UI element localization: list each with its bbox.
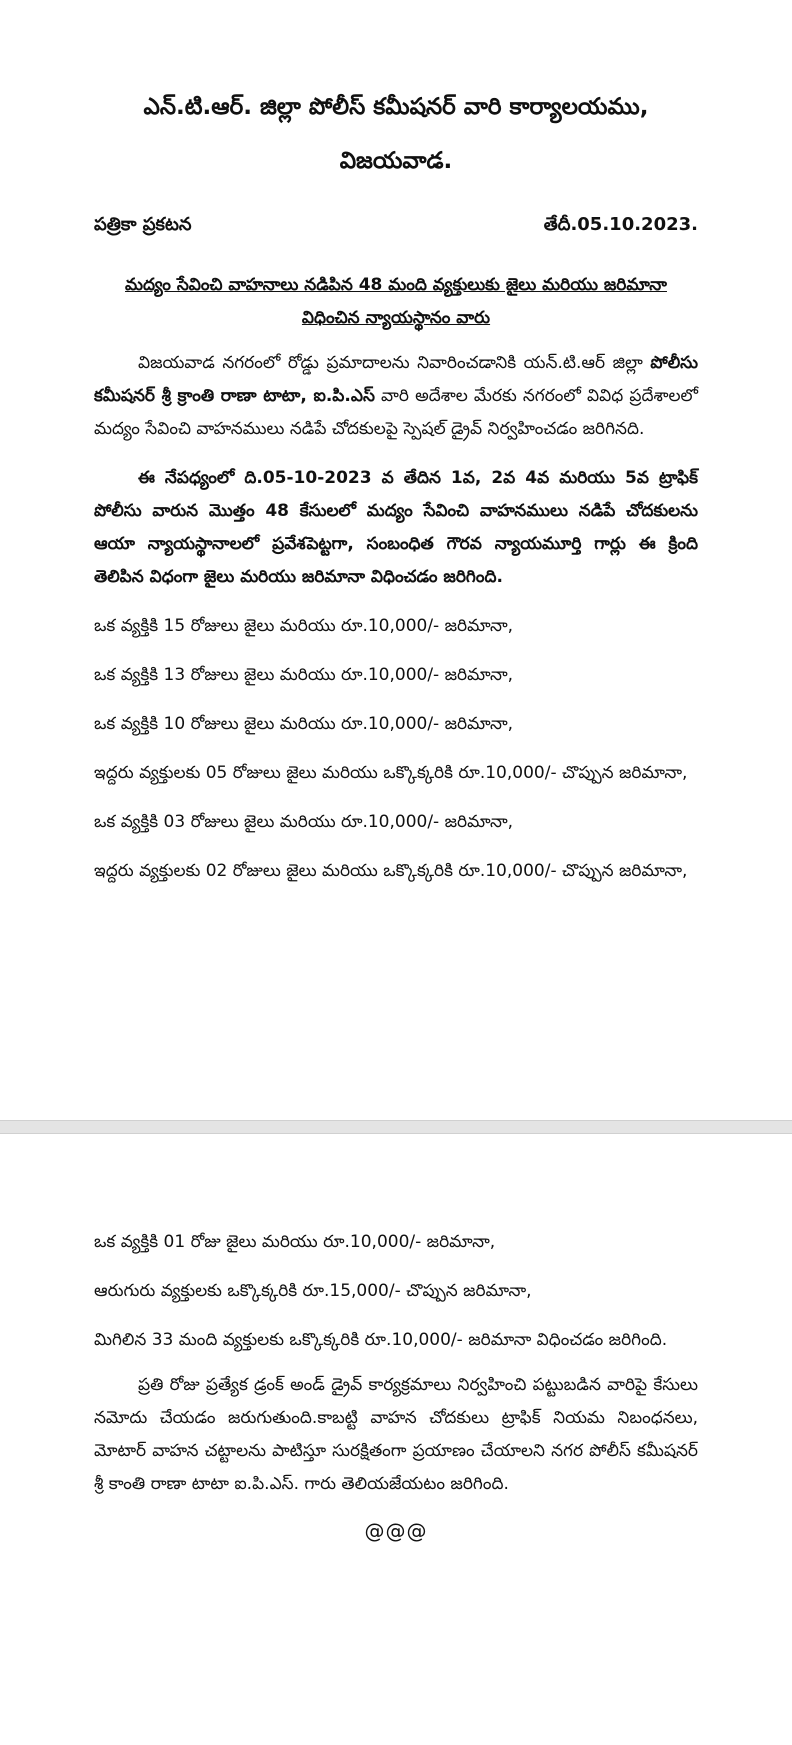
penalty-item: ఒక వ్యక్తికి 03 రోజులు జైలు మరియు రూ.10,000/- జరిమానా, [94,812,514,832]
penalty-item: ఒక వ్యక్తికి 13 రోజులు జైలు మరియు రూ.10,000/- జరిమానా, [94,665,514,685]
subject-heading [94,269,698,335]
penalty-item: ఒక వ్యక్తికి 01 రోజు జైలు మరియు రూ.10,000/- జరిమానా, [94,1232,496,1252]
penalty-item: ఇద్దరు వ్యక్తులకు 05 రోజులు జైలు మరియు ఒక్కొక్కరికి రూ.10,000/- చొప్పున జరిమానా, [94,763,688,783]
intro-text-a: విజయవాడ నగరంలో రోడ్డు ప్రమాదాలను నివారించడానికి యన్.టి.ఆర్ జిల్లా [138,353,643,373]
office-title: ఎన్.టి.ఆర్. జిల్లా పోలీస్ కమీషనర్ వారి కార్యాలయము, [143,94,649,120]
subject-line-2: విధించిన న్యాయస్థానం వారు [301,308,491,328]
release-date: తేదీ.05.10.2023. [543,214,698,235]
press-release-label: పత్రికా ప్రకటన [94,214,192,235]
penalty-item: ఇద్దరు వ్యక్తులకు 02 రోజులు జైలు మరియు ఒక్కొక్కరికి రూ.10,000/- చొప్పున జరిమానా, [94,861,688,881]
dateline [94,214,698,239]
office-city: విజయవాడ. [339,148,453,174]
penalty-item: ఆరుగురు వ్యక్తులకు ఒక్కొక్కరికి రూ.15,000/- చొప్పున జరిమానా, [94,1281,532,1301]
end-mark: @@@ [364,1519,428,1543]
closing-paragraph: ప్రతి రోజు ప్రత్యేక డ్రంక్ అండ్ డ్రైవ్ కార్యక్రమాలు నిర్వహించి పట్టుబడిన వారిపై కేసులు నమోదు చేయడం జరుగుతుంది.కాబట్టి వాహన చోదకులు ట్రాఫిక్ నియమ నిబంధనలు, మోటార్ వాహన చట్టాలను పాటిస్తూ సురక్షితంగా ప్రయాణం చేయాలని నగర పోలీస్ కమీషనర్ శ్రీ కాంతి రాణా టాటా ఐ.పి.ఎస్. గారు తెలియజేయటం జరిగింది. [94,1375,698,1494]
intro-paragraph [94,347,698,446]
context-paragraph: ఈ నేపధ్యంలో ది.05-10-2023 వ తేదిన 1వ, 2వ 4వ మరియు 5వ ట్రాఫిక్ పోలీసు వారున మొత్తం 48 కేసులలో మద్యం సేవించి వాహనములు నడిపే చోదకులను ఆయా న్యాయస్థానాలలో ప్రవేశపెట్టగా, సంబంధిత గౌరవ న్యాయమూర్తి గార్లు ఈ క్రింది తెలిపిన విధంగా జైలు మరియు జరిమానా విధించడం జరిగింది. [94,468,698,587]
subject-line-1: మద్యం సేవించి వాహనాలు నడిపిన 48 మంది వ్యక్తులుకు జైలు మరియు జరిమానా [125,275,667,295]
document-page-2 [0,1134,792,1745]
penalty-item: ఒక వ్యక్తికి 15 రోజులు జైలు మరియు రూ.10,000/- జరిమానా, [94,616,514,636]
commissioner-name: పోలీసు కమీషనర్ శ్రీ క్రాంతి రాణా టాటా, ఐ.పి.ఎస్ [94,353,698,406]
intro-text-c: వారి అదేశాల మేరకు నగరంలో వివిధ ప్రదేశాలలో మద్యం సేవించి వాహనములు నడిపే చోదకులపై స్పెషల్ డ్రైవ్ నిర్వహించడం జరిగినది. [94,386,699,439]
page-separator [0,1120,792,1134]
penalty-item: మిగిలిన 33 మంది వ్యక్తులకు ఒక్కొక్కరికి రూ.10,000/- జరిమానా విధించడం జరిగింది. [94,1330,668,1350]
penalty-item: ఒక వ్యక్తికి 10 రోజులు జైలు మరియు రూ.10,000/- జరిమానా, [94,714,514,734]
